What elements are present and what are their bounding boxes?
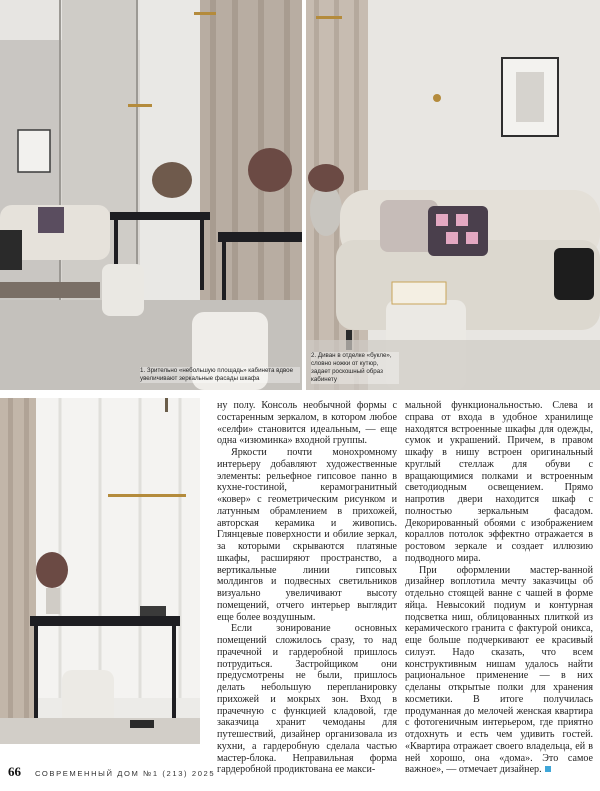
magazine-issue-label: СОВРЕМЕННЫЙ ДОМ №1 (213) 2025 [35, 769, 216, 778]
photo-caption-2: 2. Диван в отделке «букле», словно ножки от кутюр, задает роскошный образ кабинету [311, 352, 399, 384]
photo-caption-1: 1. Зрительно «небольшую площадь» кабинета вдвое увеличивают зеркальные фасады шкафа [140, 367, 300, 383]
photo-vanity-console-art [0, 398, 200, 744]
photo-mirrored-wardrobe [0, 0, 302, 390]
photo-boucle-sofa [306, 0, 600, 390]
end-of-article-mark [545, 766, 551, 772]
article-column-middle [217, 400, 397, 776]
article-column-right [405, 400, 593, 776]
paragraph: Если зонирование основных помещений сложилось сразу, то над прачечной и гардеробной пришлось потрудиться. Застройщиком они предусмотрены не были, пришлось делать небольшую перепланировку прихожей и мокрых зон. Вход в прачечную с функцией кладовой, где заказчица хранит чемоданы для путешествий, дизайнер организовала из кухни, а гардеробную сделала частью мастер-блока. Неправильная форма гардеробной продиктована ее макси- [217, 623, 397, 776]
page-footer [8, 764, 215, 780]
paragraph: мальной функциональностью. Слева и справа от входа в удобное хранилище находятся встроенные шкафы для одежды, сумок и украшений. Причем, в правом шкафу в нишу встроен оригинальный круглый стеллаж для обуви с вращающимися полками и встроенным светодиодным освещением. Прямо напротив двери находится шкаф с полностью зеркальным фасадом. Декорированный обоями с изображением кораллов потолок эффектно отражается в ростовом зеркале и создает иллюзию подводного мира. [405, 400, 593, 564]
photo-boucle-sofa-art [306, 0, 600, 390]
page-number: 66 [8, 764, 21, 779]
photo-vanity-console [0, 398, 200, 744]
paragraph-final-text: При оформлении мастер-ванной дизайнер воплотила мечту заказчицы об отдельно стоящей ванне с чашей в форме яйца. Невысокий подиум и контурная подсветка ниш, облицованных плиткой из керамического гранита с фактурой оникса, еще больше подчеркивают ее красивый силуэт. Надо сказать, что всем конструктивным нишам удалось найти рациональное применение — в них сделаны открытые полки для хранения косметики. В итоге получилась продуманная до мелочей женская квартира с фотогеничным интерьером, где приятно отдохнуть и есть чем удивить гостей. «Квартира отражает своего владельца, ей в ней хорошо, она «дома». Это самое важное», — отмечает дизайнер. [405, 564, 593, 776]
paragraph: Яркости почти монохромному интерьеру добавляют художественные элементы: рельефное гипсовое панно в кухне-гостиной, керамогранитный «ковер» с геометрическим рисунком и латунным обрамлением в прихожей, авторская керамика и живопись. Глянцевые поверхности и обилие зеркал, за которыми скрываются платяные шкафы, расширяют пространство, а вертикальные линии гипсовых молдингов и подвесных светильников визуально увеличивают высоту помещений, отчего интерьер выглядит еще более воздушным. [217, 447, 397, 623]
paragraph: ну полу. Консоль необычной формы с состаренным зеркалом, в котором любое «селфи» становится идеальным, — еще одна «изюминка» входной группы. [217, 400, 397, 447]
paragraph-final [405, 565, 593, 777]
photo-mirrored-wardrobe-art [0, 0, 302, 390]
